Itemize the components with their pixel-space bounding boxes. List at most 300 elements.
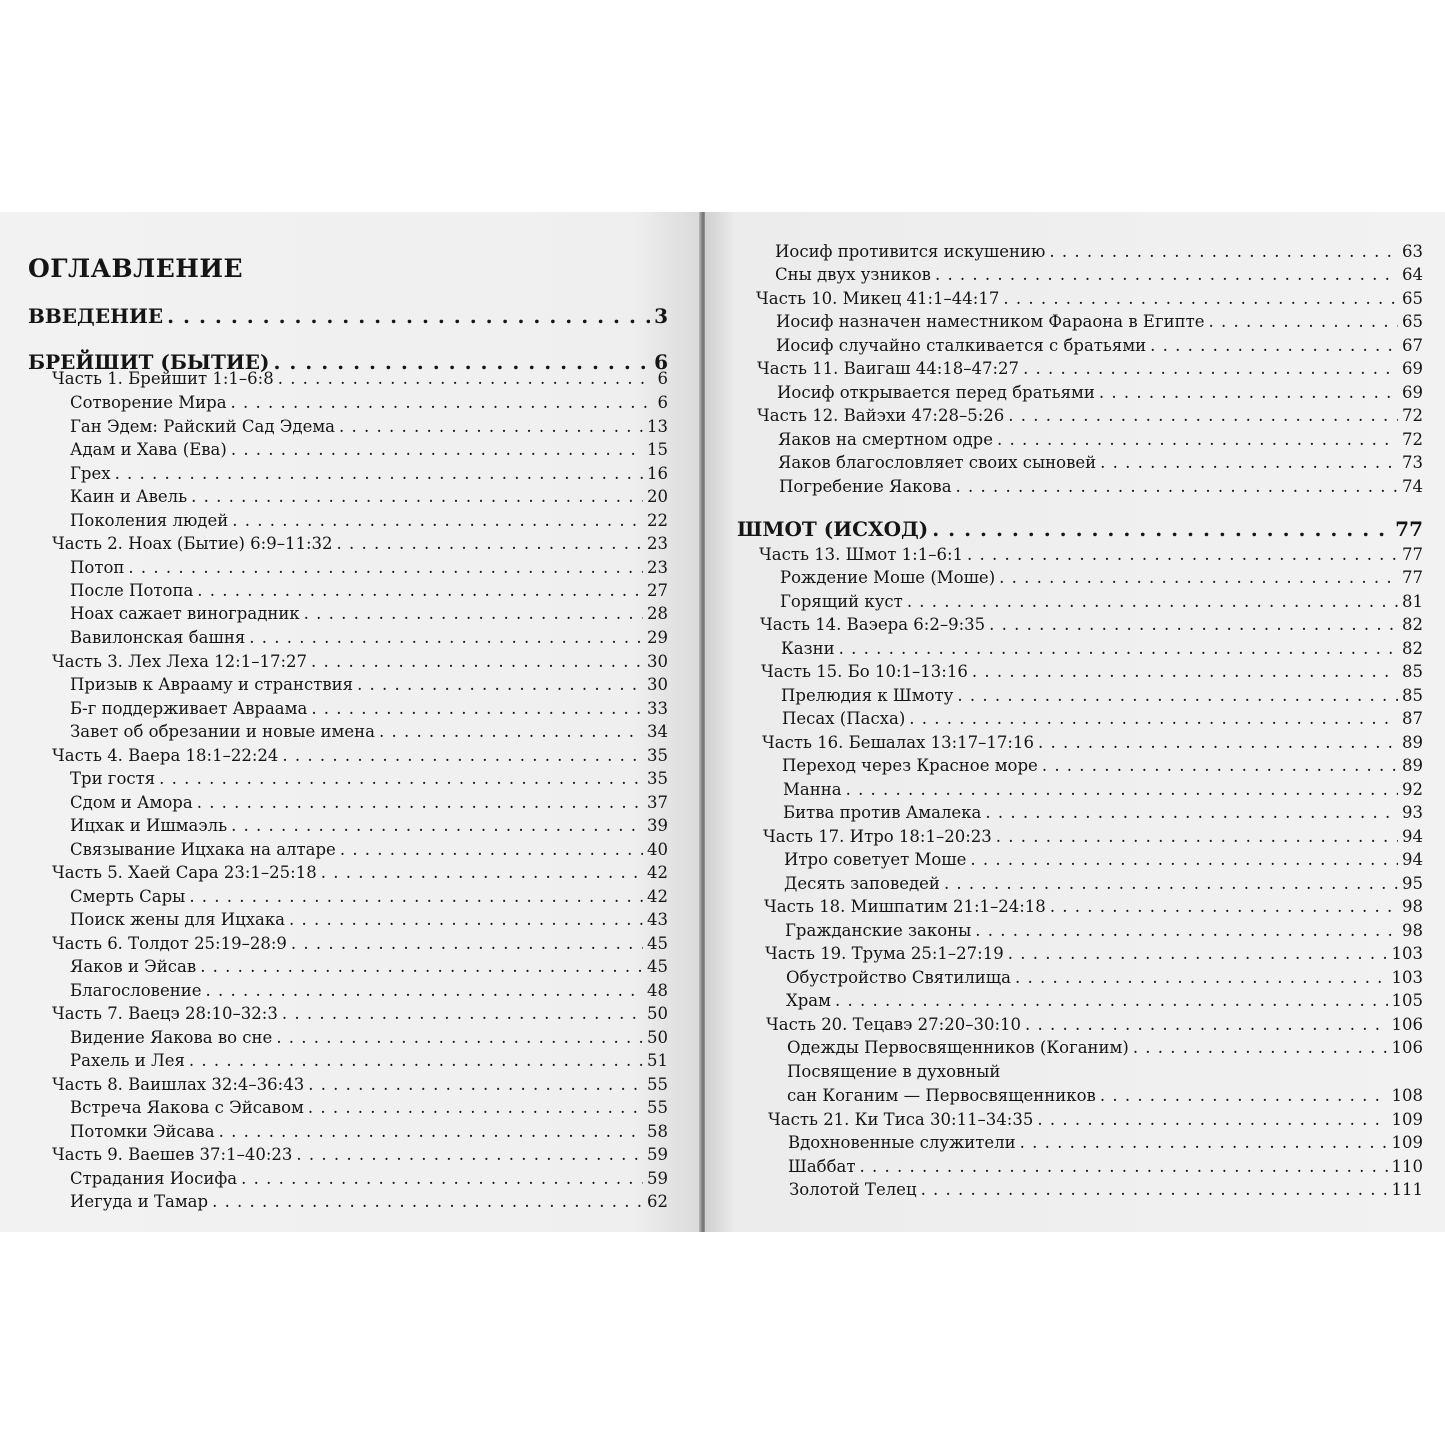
toc-page-number: 77: [1395, 517, 1423, 541]
toc-entry-row: [786, 968, 1423, 987]
leader-dots: [1133, 1038, 1388, 1057]
toc-page-number: 55: [647, 1075, 668, 1094]
toc-entry-row: [775, 242, 1423, 261]
toc-part-row: [764, 897, 1423, 916]
leader-dots: [337, 534, 643, 553]
leader-dots: [1023, 359, 1398, 378]
toc-title: Часть 6. Толдот 25:19–28:9: [52, 934, 287, 953]
toc-entry-row: [70, 910, 668, 929]
leader-dots: [975, 921, 1398, 940]
toc-title: Три гостя: [70, 769, 156, 788]
toc-entry-row: [70, 840, 668, 859]
toc-title: Часть 8. Ваишлах 32:4–36:43: [52, 1075, 305, 1094]
toc-title: Обустройство Святилища: [786, 968, 1011, 987]
toc-page-number: 33: [647, 699, 668, 718]
toc-page-number: 85: [1402, 662, 1423, 681]
toc-part-row: [760, 615, 1423, 634]
leader-dots: [357, 675, 643, 694]
toc-part-row: [52, 652, 668, 671]
toc-title: Поиск жены для Ицхака: [70, 910, 286, 929]
toc-page-number: 45: [647, 957, 668, 976]
leader-dots: [282, 1004, 643, 1023]
toc-title: Встреча Яакова с Эйсавом: [70, 1098, 304, 1117]
toc-part-row: [52, 746, 668, 765]
leader-dots: [321, 863, 643, 882]
toc-entry-row: [70, 722, 668, 741]
toc-title: Благословение: [70, 981, 202, 1000]
leader-dots: [1008, 406, 1398, 425]
toc-title: Часть 12. Вайэхи 47:28–5:26: [757, 406, 1005, 425]
toc-title: Часть 1. Брейшит 1:1–6:8: [52, 369, 274, 388]
toc-page-number: 39: [647, 816, 668, 835]
toc-page-number: 87: [1402, 709, 1423, 728]
toc-entry-row: [778, 453, 1423, 472]
toc-entry-row: [70, 1122, 668, 1141]
toc-entry-row: [70, 675, 668, 694]
toc-title: ВВЕДЕНИЕ: [28, 304, 164, 328]
toc-page-number: 106: [1391, 1015, 1423, 1034]
toc-entry-row: [70, 1051, 668, 1070]
toc-entry-row: [70, 604, 668, 623]
toc-title: Часть 18. Мишпатим 21:1–24:18: [764, 897, 1046, 916]
toc-page-number: 98: [1402, 897, 1423, 916]
toc-page-number: 108: [1391, 1086, 1423, 1105]
leader-dots: [304, 604, 643, 623]
toc-page-number: 62: [647, 1192, 668, 1211]
toc-page-number: 6: [654, 350, 668, 374]
toc-entry-row: [787, 1038, 1423, 1057]
toc-part-row: [52, 369, 668, 388]
toc-title: Часть 5. Хаей Сара 23:1–25:18: [52, 863, 317, 882]
toc-part-row: [52, 934, 668, 953]
toc-title: Потоп: [70, 558, 125, 577]
leader-dots: [1099, 383, 1398, 402]
toc-page-number: 34: [647, 722, 668, 741]
leader-dots: [231, 440, 643, 459]
leader-dots: [1037, 1110, 1387, 1129]
toc-section-row: [28, 304, 668, 328]
toc-page-number: 93: [1402, 803, 1423, 822]
toc-page-number: 89: [1402, 756, 1423, 775]
toc-entry-row: [70, 981, 668, 1000]
leader-dots: [1100, 453, 1398, 472]
toc-page-number: 106: [1391, 1038, 1423, 1057]
toc-entry-row: [784, 874, 1423, 893]
leader-dots: [231, 816, 643, 835]
leader-dots: [1003, 289, 1398, 308]
leader-dots: [189, 887, 643, 906]
toc-entry-row: [70, 793, 668, 812]
toc-entry-row: [70, 1098, 668, 1117]
leader-dots: [956, 477, 1398, 496]
toc-title: Видение Яакова во сне: [70, 1028, 273, 1047]
toc-entry-row: [70, 816, 668, 835]
leader-dots: [944, 874, 1398, 893]
toc-entry-row: [786, 991, 1423, 1010]
toc-page-number: 73: [1402, 453, 1423, 472]
leader-dots: [197, 793, 643, 812]
toc-page-number: 82: [1402, 615, 1423, 634]
toc-page-number: 59: [647, 1145, 668, 1164]
leader-dots: [308, 1075, 643, 1094]
leader-dots: [935, 265, 1398, 284]
leader-dots: [219, 1122, 643, 1141]
toc-page-number: 43: [647, 910, 668, 929]
toc-page-number: 50: [647, 1028, 668, 1047]
leader-dots: [197, 581, 643, 600]
toc-title: Одежды Первосвященников (Коганим): [787, 1038, 1129, 1057]
toc-title: Казни: [781, 639, 835, 658]
leader-dots: [839, 639, 1398, 658]
toc-part-row: [765, 944, 1423, 963]
toc-page-number: 105: [1391, 991, 1423, 1010]
toc-title: Сотворение Мира: [70, 393, 227, 412]
toc-entry-row: [788, 1157, 1423, 1176]
leader-dots: [249, 628, 643, 647]
leader-dots: [957, 686, 1398, 705]
toc-title: Битва против Амалека: [783, 803, 982, 822]
toc-entry-row: [787, 1062, 1423, 1081]
toc-page-number: 77: [1402, 568, 1423, 587]
toc-page-number: 28: [647, 604, 668, 623]
leader-dots: [296, 1145, 643, 1164]
toc-title: Золотой Телец: [789, 1180, 917, 1199]
toc-page-number: 69: [1402, 383, 1423, 402]
leader-dots: [311, 652, 643, 671]
toc-title: Часть 4. Ваера 18:1–22:24: [52, 746, 279, 765]
toc-page-number: 16: [647, 464, 668, 483]
toc-page-number: 15: [647, 440, 668, 459]
toc-page-number: 67: [1402, 336, 1423, 355]
toc-page-number: 59: [647, 1169, 668, 1188]
leader-dots: [997, 430, 1398, 449]
toc-title: Иегуда и Тамар: [70, 1192, 209, 1211]
leader-dots: [1150, 336, 1398, 355]
toc-page-number: 111: [1391, 1180, 1423, 1199]
toc-entry-row: [70, 581, 668, 600]
toc-page-number: 65: [1402, 312, 1423, 331]
toc-page-number: 3: [654, 304, 668, 328]
toc-entry-row: [785, 921, 1423, 940]
toc-entry-row: [788, 1133, 1423, 1152]
leader-dots: [860, 1157, 1388, 1176]
toc-title: Часть 7. Ваецэ 28:10–32:3: [52, 1004, 278, 1023]
leader-dots: [276, 1028, 643, 1047]
toc-page-number: 50: [647, 1004, 668, 1023]
leader-dots: [340, 840, 643, 859]
toc-title: Часть 14. Ваэера 6:2–9:35: [760, 615, 986, 634]
toc-page-number: 72: [1402, 406, 1423, 425]
toc-title: сан Коганим — Первосвященников: [787, 1086, 1096, 1105]
toc-part-row: [52, 863, 668, 882]
toc-title: Каин и Авель: [70, 487, 188, 506]
leader-dots: [289, 910, 643, 929]
toc-page-number: 51: [647, 1051, 668, 1070]
toc-entry-row: [70, 1169, 668, 1188]
toc-part-row: [766, 1015, 1423, 1034]
toc-title: Часть 19. Трума 25:1–27:19: [765, 944, 1004, 963]
leader-dots: [909, 709, 1398, 728]
toc-title: Шаббат: [788, 1157, 856, 1176]
toc-page-number: 77: [1402, 545, 1423, 564]
leader-dots: [989, 615, 1398, 634]
toc-title: Прелюдия к Шмоту: [781, 686, 954, 705]
toc-page-number: 69: [1402, 359, 1423, 378]
toc-page-number: 45: [647, 934, 668, 953]
toc-page-number: 72: [1402, 430, 1423, 449]
leader-dots: [1208, 312, 1398, 331]
toc-part-row: [52, 534, 668, 553]
toc-title: Часть 2. Ноах (Бытие) 6:9–11:32: [52, 534, 333, 553]
leader-dots: [241, 1169, 643, 1188]
toc-title: Горящий куст: [780, 592, 903, 611]
toc-title: Иосиф противится искушению: [775, 242, 1046, 261]
toc-page-number: 22: [647, 511, 668, 530]
toc-entry-row: [70, 511, 668, 530]
toc-title: Часть 13. Шмот 1:1–6:1: [759, 545, 964, 564]
toc-page-number: 92: [1402, 780, 1423, 799]
toc-entry-row: [70, 440, 668, 459]
toc-page-number: 42: [647, 863, 668, 882]
toc-page-number: 27: [647, 581, 668, 600]
toc-entry-row: [70, 1192, 668, 1211]
toc-entry-row: [779, 477, 1423, 496]
toc-entry-row: [780, 568, 1423, 587]
leader-dots: [996, 827, 1398, 846]
toc-page-number: 103: [1391, 968, 1423, 987]
toc-entry-row: [782, 756, 1423, 775]
toc-entry-row: [776, 312, 1423, 331]
toc-title: Переход через Красное море: [782, 756, 1038, 775]
toc-title: Призыв к Аврааму и странствия: [70, 675, 354, 694]
toc-entry-row: [777, 383, 1423, 402]
toc-entry-row: [782, 709, 1423, 728]
toc-title: Погребение Яакова: [779, 477, 952, 496]
toc-entry-row: [70, 628, 668, 647]
toc-page-number: 81: [1402, 592, 1423, 611]
toc-part-row: [763, 827, 1423, 846]
toc-title: Иосиф открывается перед братьями: [777, 383, 1095, 402]
toc-section-row: [737, 517, 1423, 541]
leader-dots: [907, 592, 1398, 611]
toc-page-number: 55: [647, 1098, 668, 1117]
leader-dots: [1049, 242, 1398, 261]
leader-dots: [212, 1192, 643, 1211]
toc-title: Часть 11. Ваигаш 44:18–47:27: [757, 359, 1020, 378]
toc-part-row: [761, 662, 1423, 681]
toc-title: ШМОТ (ИСХОД): [737, 517, 929, 541]
toc-entry-row: [70, 1028, 668, 1047]
toc-title: Связывание Ицхака на алтаре: [70, 840, 336, 859]
toc-title: Поколения людей: [70, 511, 229, 530]
toc-title: Часть 15. Бо 10:1–13:16: [761, 662, 968, 681]
leader-dots: [1050, 897, 1398, 916]
toc-part-row: [52, 1145, 668, 1164]
toc-entry-row: [70, 957, 668, 976]
leader-dots: [1025, 1015, 1387, 1034]
toc-part-row: [52, 1004, 668, 1023]
toc-title: Храм: [786, 991, 831, 1010]
toc-page-number: 64: [1402, 265, 1423, 284]
toc-part-row: [757, 359, 1423, 378]
leader-dots: [282, 746, 643, 765]
toc-title: Манна: [783, 780, 842, 799]
leader-dots: [1008, 944, 1388, 963]
toc-title: Сдом и Амора: [70, 793, 193, 812]
toc-page-number: 35: [647, 769, 668, 788]
toc-page-number: 40: [647, 840, 668, 859]
leader-dots: [231, 393, 654, 412]
leader-dots: [159, 769, 643, 788]
toc-title: После Потопа: [70, 581, 194, 600]
toc-title: Песах (Пасха): [782, 709, 906, 728]
leader-dots: [921, 1180, 1388, 1199]
toc-entry-row: [781, 686, 1423, 705]
toc-title: Часть 3. Лех Леха 12:1–17:27: [52, 652, 308, 671]
leader-dots: [1038, 733, 1398, 752]
leader-dots: [972, 662, 1398, 681]
toc-title: Страдания Иосифа: [70, 1169, 238, 1188]
toc-title: Часть 20. Тецавэ 27:20–30:10: [766, 1015, 1022, 1034]
toc-page-number: 37: [647, 793, 668, 812]
toc-page-number: 94: [1402, 827, 1423, 846]
leader-dots: [1020, 1133, 1388, 1152]
toc-part-row: [52, 1075, 668, 1094]
toc-title: Иосиф случайно сталкивается с братьями: [776, 336, 1147, 355]
toc-page-number: 23: [647, 534, 668, 553]
leader-dots: [932, 517, 1391, 541]
toc-entry-row: [780, 592, 1423, 611]
toc-page-number: 35: [647, 746, 668, 765]
toc-title: Гражданские законы: [785, 921, 972, 940]
toc-entry-row: [70, 487, 668, 506]
toc-page-number: 65: [1402, 289, 1423, 308]
leader-dots: [311, 699, 643, 718]
toc-title: Часть 17. Итро 18:1–20:23: [763, 827, 992, 846]
toc-heading: ОГЛАВЛЕНИЕ: [28, 254, 244, 283]
toc-page-number: 6: [657, 369, 668, 388]
left-page: [0, 212, 703, 1232]
toc-page-number: 20: [647, 487, 668, 506]
leader-dots: [339, 417, 643, 436]
toc-title: Посвящение в духовный: [787, 1062, 1001, 1081]
toc-page-number: 23: [647, 558, 668, 577]
toc-part-row: [768, 1110, 1423, 1129]
toc-title: Грех: [70, 464, 111, 483]
leader-dots: [999, 568, 1398, 587]
toc-title: Ицхак и Ишмаэль: [70, 816, 228, 835]
leader-dots: [1042, 756, 1398, 775]
toc-entry-row: [783, 780, 1423, 799]
toc-title: Рахель и Лея: [70, 1051, 185, 1070]
toc-entry-row: [70, 558, 668, 577]
toc-title: Смерть Сары: [70, 887, 186, 906]
toc-title: Итро советует Моше: [784, 850, 967, 869]
toc-page-number: 63: [1402, 242, 1423, 261]
leader-dots: [308, 1098, 643, 1117]
toc-page-number: 13: [647, 417, 668, 436]
toc-title: Десять заповедей: [784, 874, 940, 893]
toc-title: Часть 21. Ки Тиса 30:11–34:35: [768, 1110, 1034, 1129]
toc-entry-row: [70, 464, 668, 483]
toc-page-number: 29: [647, 628, 668, 647]
toc-entry-row: [778, 430, 1423, 449]
toc-title: Сны двух узников: [775, 265, 931, 284]
toc-title: БРЕЙШИТ (БЫТИЕ): [28, 350, 270, 374]
book-spread: [0, 212, 1445, 1232]
toc-page-number: 30: [647, 675, 668, 694]
toc-entry-row: [784, 850, 1423, 869]
toc-title: Иосиф назначен наместником Фараона в Египте: [776, 312, 1205, 331]
toc-entry-row: [70, 769, 668, 788]
toc-title: Вавилонская башня: [70, 628, 246, 647]
toc-title: Часть 16. Бешалах 13:17–17:16: [762, 733, 1034, 752]
toc-page-number: 42: [647, 887, 668, 906]
leader-dots: [278, 369, 654, 388]
leader-dots: [128, 558, 643, 577]
toc-part-row: [759, 545, 1423, 564]
leader-dots: [167, 304, 650, 328]
leader-dots: [835, 991, 1388, 1010]
toc-page-number: 58: [647, 1122, 668, 1141]
leader-dots: [191, 487, 643, 506]
toc-entry-row: [783, 803, 1423, 822]
leader-dots: [232, 511, 643, 530]
leader-dots: [970, 850, 1398, 869]
toc-page-number: 6: [657, 393, 668, 412]
toc-page-number: 89: [1402, 733, 1423, 752]
toc-entry-row: [70, 417, 668, 436]
toc-title: Часть 10. Микец 41:1–44:17: [756, 289, 1000, 308]
toc-page-number: 95: [1402, 874, 1423, 893]
toc-title: Часть 9. Ваешев 37:1–40:23: [52, 1145, 293, 1164]
toc-entry-row: [70, 393, 668, 412]
leader-dots: [1100, 1086, 1388, 1105]
toc-entry-row: [776, 336, 1423, 355]
toc-part-row: [757, 406, 1423, 425]
toc-entry-row: [789, 1180, 1423, 1199]
toc-title: Б-г поддерживает Авраама: [70, 699, 308, 718]
toc-title: Ган Эдем: Райский Сад Эдема: [70, 417, 336, 436]
toc-page-number: 48: [647, 981, 668, 1000]
toc-page-number: 109: [1391, 1133, 1423, 1152]
leader-dots: [985, 803, 1398, 822]
toc-part-row: [762, 733, 1423, 752]
toc-entry-row: [775, 265, 1423, 284]
toc-page-number: 98: [1402, 921, 1423, 940]
toc-title: Рождение Моше (Моше): [780, 568, 996, 587]
toc-page-number: 103: [1391, 944, 1423, 963]
toc-page-number: 74: [1402, 477, 1423, 496]
toc-page-number: 82: [1402, 639, 1423, 658]
toc-page-number: 109: [1391, 1110, 1423, 1129]
right-page: [705, 212, 1445, 1232]
toc-page-number: 85: [1402, 686, 1423, 705]
toc-title: Яаков на смертном одре: [778, 430, 993, 449]
leader-dots: [1015, 968, 1388, 987]
toc-page-number: 30: [647, 652, 668, 671]
leader-dots: [967, 545, 1398, 564]
leader-dots: [200, 957, 643, 976]
toc-title: Завет об обрезании и новые имена: [70, 722, 375, 741]
toc-entry-row: [70, 887, 668, 906]
toc-title: Вдохновенные служители: [788, 1133, 1016, 1152]
leader-dots: [189, 1051, 643, 1070]
toc-entry-row: [70, 699, 668, 718]
toc-entry-row: [781, 639, 1423, 658]
toc-title: Яаков благословляет своих сыновей: [778, 453, 1097, 472]
toc-entry-row: [787, 1086, 1423, 1105]
